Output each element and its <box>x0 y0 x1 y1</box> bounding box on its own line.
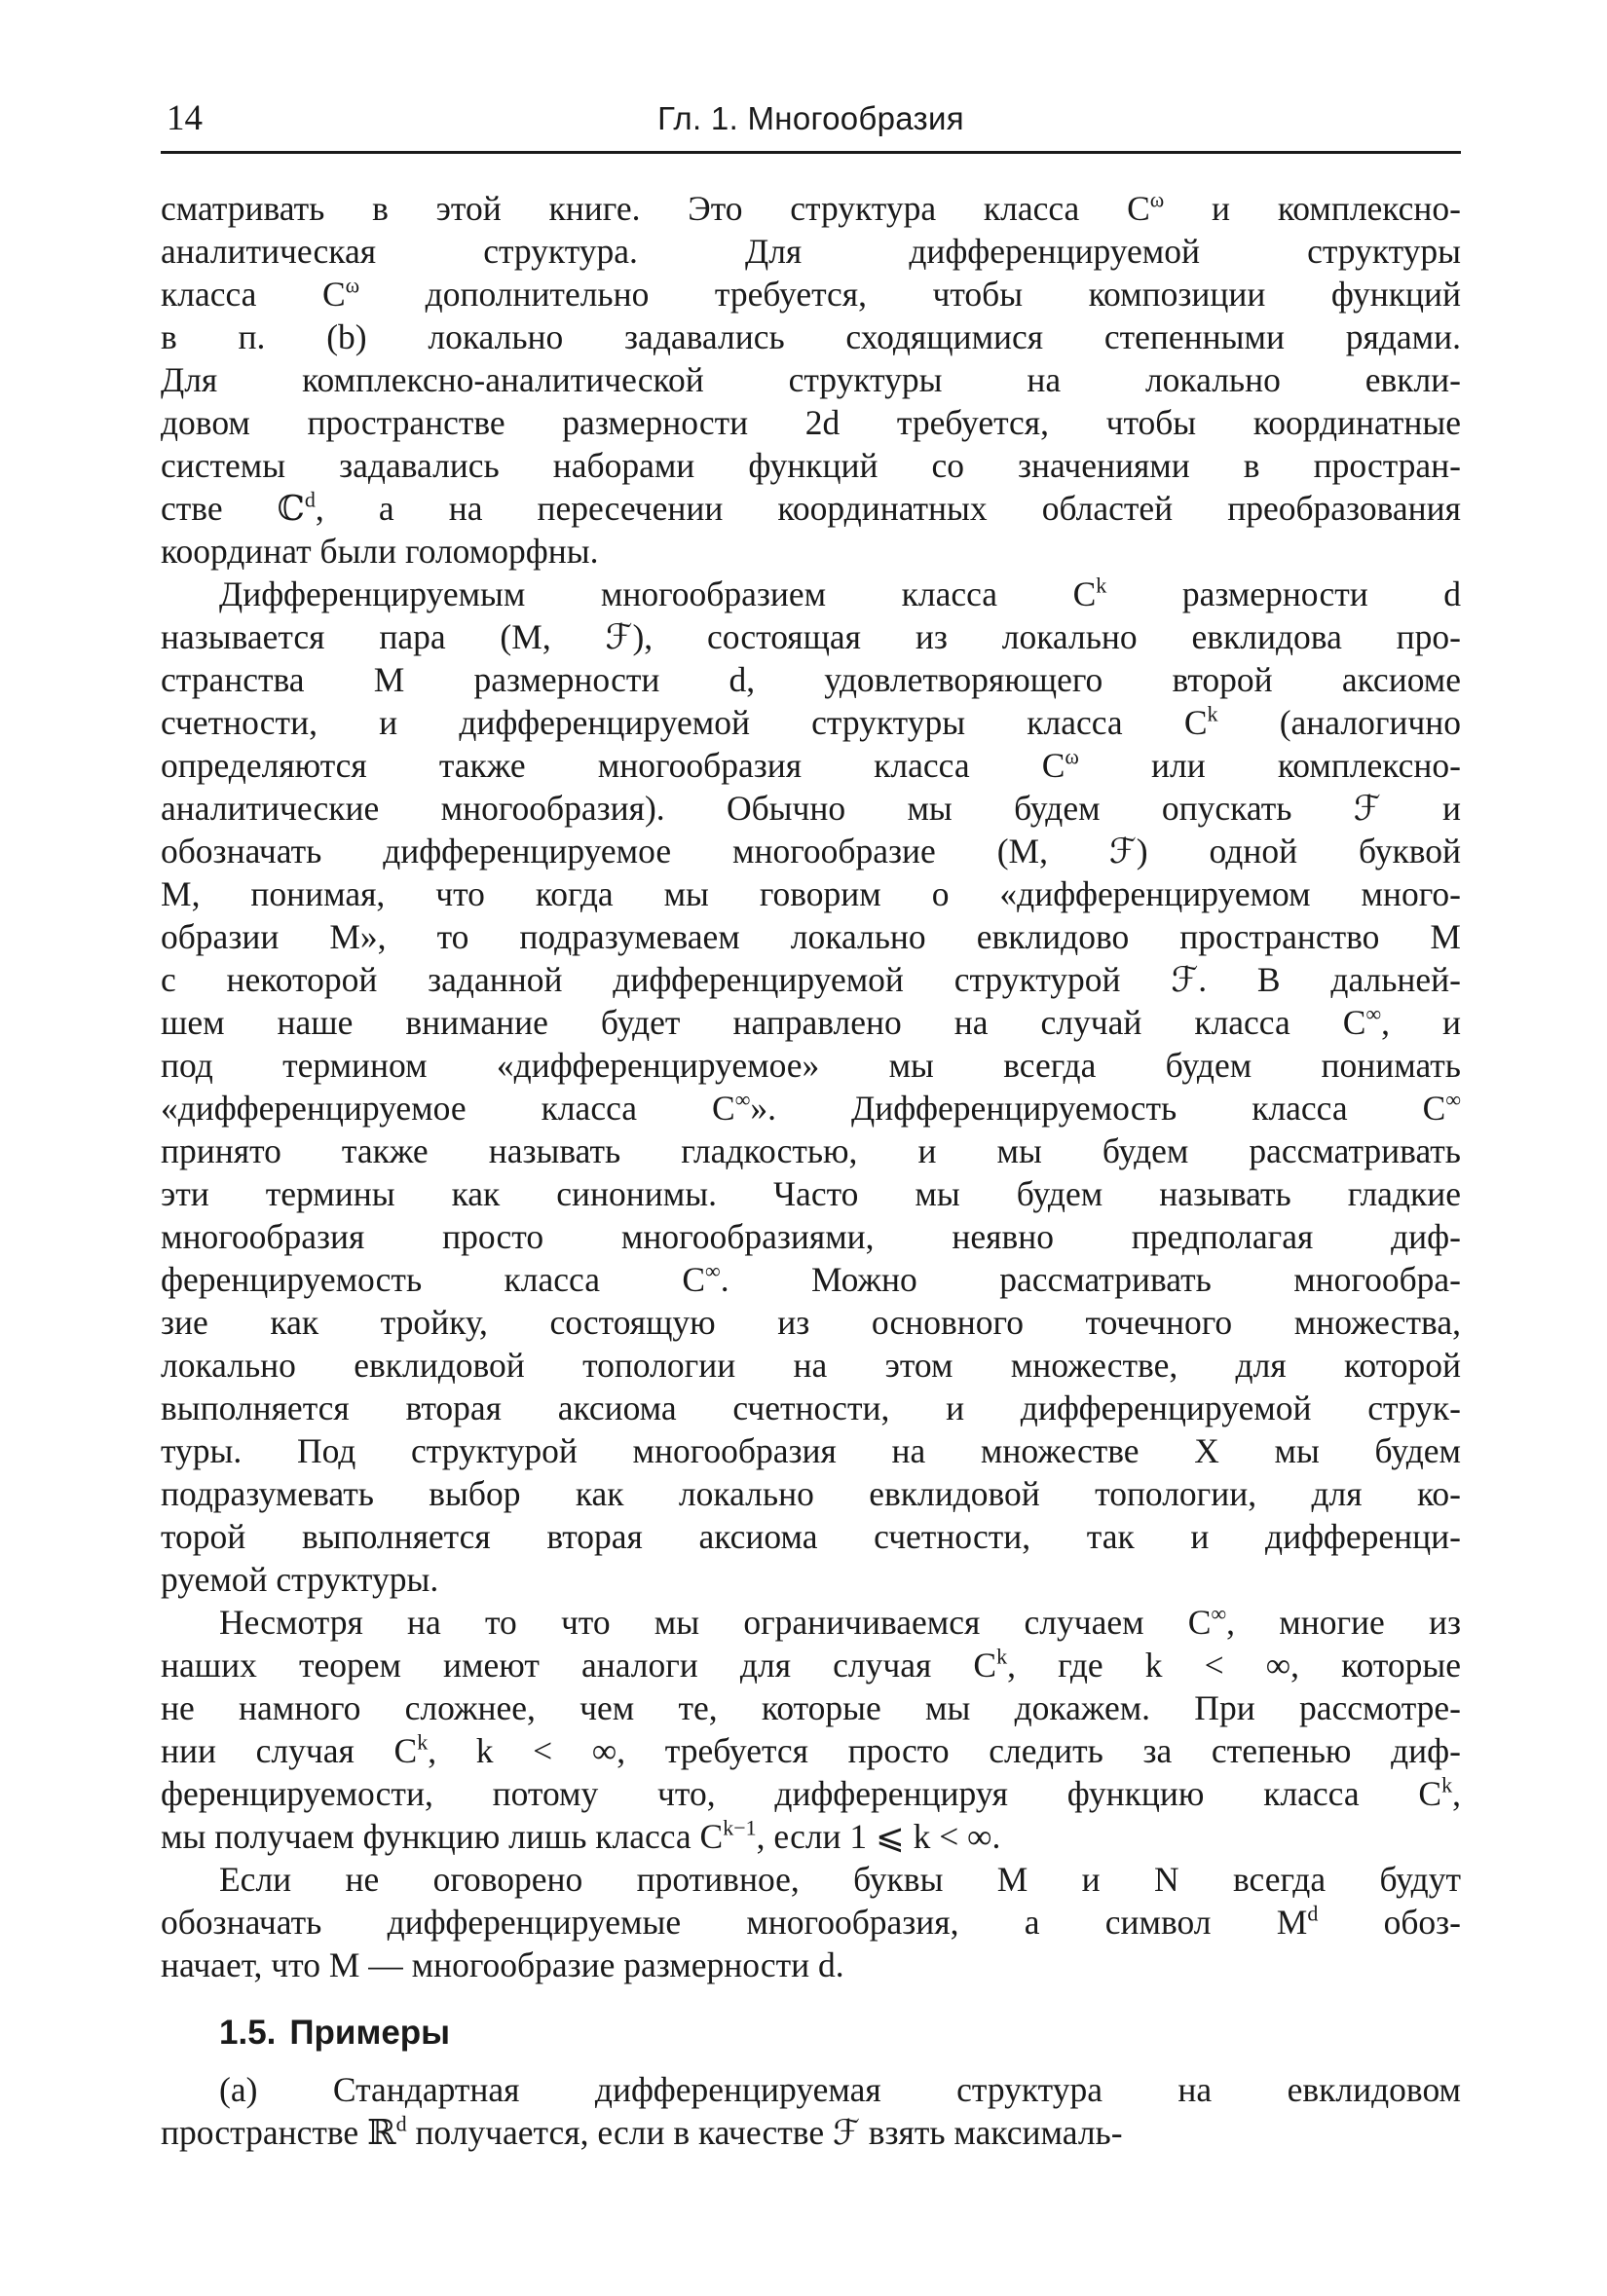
page-body <box>161 187 1461 2154</box>
paragraph <box>161 573 1461 1601</box>
book-page <box>161 97 1461 2259</box>
text-line: Если не оговорено противное, буквы M и N всегда будут <box>219 1860 1461 1899</box>
text-line: пространстве ℝ$^d$ получается, если в качестве ℱ взять максималь- <box>161 2111 1123 2152</box>
paragraphs <box>161 187 1461 1986</box>
text-line: шем наше внимание будет направлено на случай класса C∞, и <box>161 1001 1461 1042</box>
text-line: мы получаем функцию лишь класса $C^{k-1}$, если 1 ⩽ k < ∞. <box>161 1815 1001 1856</box>
text-line: принято также называть гладкостью, и мы будем рассматривать <box>161 1131 1461 1170</box>
text-line: счетности, и дифференцируемой структуры класса $C^k$ (аналогично <box>161 701 1461 742</box>
text-line: обозначать дифференцируемые многообразия, а символ $M^d$ обоз- <box>161 1901 1461 1942</box>
header-rule <box>161 151 1461 154</box>
text-line: нии случая $C^k$, k < ∞, требуется просто следить за степенью диф- <box>161 1729 1461 1770</box>
section-paragraph <box>161 2068 1461 2154</box>
text-line: локально евклидовой топологии на этом множестве, для которой <box>161 1346 1461 1385</box>
text-line: руемой структуры. <box>161 1560 439 1599</box>
text-line: не намного сложнее, чем те, которые мы докажем. При рассмотре- <box>161 1688 1461 1727</box>
section-heading <box>161 2012 1461 2055</box>
text-line: выполняется вторая аксиома счетности, и дифференцируемой струк- <box>161 1389 1461 1427</box>
text-line: стве ℂ$^d$, а на пересечении координатных областей преобразования <box>161 487 1462 528</box>
text-line: M, понимая, что когда мы говорим о «дифференцируемом много- <box>161 874 1461 913</box>
text-line: системы задавались наборами функций со значениями в простран- <box>161 446 1461 485</box>
paragraph <box>161 2068 1461 2154</box>
text-line: аналитическая структура. Для дифференцируемой структуры <box>161 232 1461 271</box>
text-line: подразумевать выбор как локально евклидовой топологии, для ко- <box>161 1474 1461 1513</box>
text-line: ференцируемости, потому что, дифференцируя функцию класса $C^k$, <box>161 1772 1461 1813</box>
chapter-title: Гл. 1. Многообразия <box>657 100 964 136</box>
text-line: зие как тройку, состоящую из основного точечного множества, <box>161 1303 1461 1342</box>
text-line: Несмотря на то что мы ограничиваемся случаем C∞, многие из <box>219 1601 1461 1642</box>
text-line: (a) Стандартная дифференцируемая структура на евклидовом <box>219 2070 1461 2109</box>
running-head <box>161 97 1461 154</box>
text-line: класса $C^\omega$ дополнительно требуется, чтобы композиции функций <box>161 273 1461 314</box>
text-line: образии M», то подразумеваем локально евклидово пространство M <box>161 917 1461 956</box>
section-number: 1.5. <box>219 2014 277 2052</box>
section-title: Примеры <box>289 2014 451 2052</box>
text-line: координат были голоморфны. <box>161 532 599 571</box>
paragraph <box>161 1601 1461 1858</box>
text-line: аналитические многообразия). Обычно мы будем опускать ℱ и <box>161 789 1461 828</box>
text-line: Дифференцируемым многообразием класса $C^k$ размерности d <box>219 573 1461 613</box>
text-line: начает, что M — многообразие размерности d. <box>161 1945 844 1984</box>
text-line: в п. (b) локально задавались сходящимися степенными рядами. <box>161 317 1461 356</box>
text-line: туры. Под структурой многообразия на множестве X мы будем <box>161 1431 1461 1470</box>
text-line: определяются также многообразия класса $C^\omega$ или комплексно- <box>161 744 1461 785</box>
text-line: «дифференцируемое класса C∞». Дифференцируемость класса C∞ <box>161 1087 1461 1128</box>
text-line: эти термины как синонимы. Часто мы будем называть гладкие <box>161 1174 1461 1213</box>
text-line: странства M размерности d, удовлетворяющего второй аксиоме <box>161 660 1461 699</box>
text-line: с некоторой заданной дифференцируемой структурой ℱ. В дальней- <box>161 960 1461 999</box>
paragraph <box>161 187 1461 573</box>
text-line: торой выполняется вторая аксиома счетности, так и дифференци- <box>161 1517 1461 1556</box>
text-line: ференцируемость класса C∞. Можно рассматривать многообра- <box>161 1258 1461 1299</box>
text-line: обозначать дифференцируемое многообразие (M, ℱ) одной буквой <box>161 832 1461 870</box>
text-line: называется пара (M, ℱ), состоящая из локально евклидова про- <box>161 617 1461 656</box>
page-number: 14 <box>167 98 203 138</box>
paragraph <box>161 1858 1461 1986</box>
text-line: многообразия просто многообразиями, неявно предполагая диф- <box>161 1217 1461 1256</box>
text-line: Для комплексно-аналитической структуры на локально евкли- <box>161 360 1461 399</box>
text-line: под термином «дифференцируемое» мы всегда будем понимать <box>161 1046 1461 1085</box>
text-line: довом пространстве размерности 2d требуется, чтобы координатные <box>161 403 1461 442</box>
text-line: сматривать в этой книге. Это структура класса $C^\omega$ и комплексно- <box>161 187 1461 228</box>
text-line: наших теорем имеют аналоги для случая $C^k$, где k < ∞, которые <box>161 1644 1461 1685</box>
